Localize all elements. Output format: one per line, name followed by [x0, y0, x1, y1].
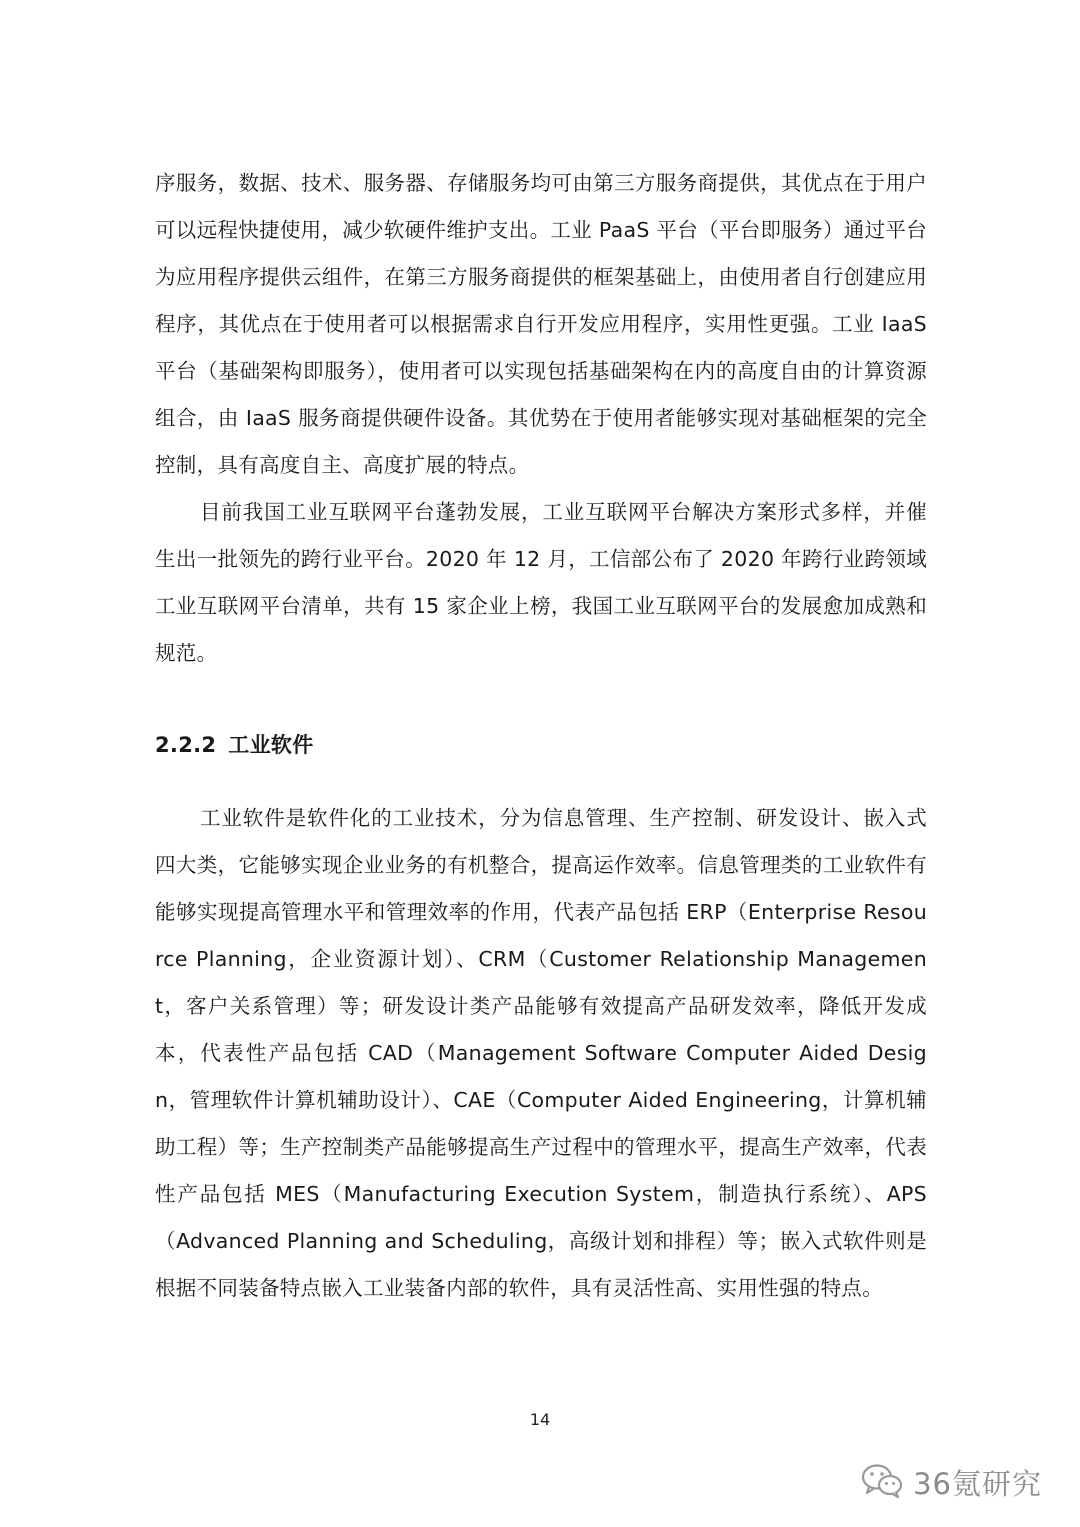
paragraph-platform-types: 序服务，数据、技术、服务器、存储服务均可由第三方服务商提供，其优点在于用户可以远程快捷使用，减少软硬件维护支出。工业 PaaS 平台（平台即服务）通过平台为应用程序提供云组件，在第三方服务商提供的框架基础上，由使用者自行创建应用程序，其优点在于使用者可以根据需求自行开发应用程序，实用性更强。工业 IaaS 平台（基础架构即服务），使用者可以实现包括基础架构在内的高度自由的计算资源组合，由 IaaS 服务商提供硬件设备。其优势在于使用者能够实现对基础框架的完全控制，具有高度自主、高度扩展的特点。	[155, 171, 927, 477]
paragraph-platform-development: 目前我国工业互联网平台蓬勃发展，工业互联网平台解决方案形式多样，并催生出一批领先的跨行业平台。2020 年 12 月，工信部公布了 2020 年跨行业跨领域工业互联网平台清单，共有 15 家企业上榜，我国工业互联网平台的发展愈加成熟和规范。	[155, 500, 927, 665]
paragraph-industrial-software: 工业软件是软件化的工业技术，分为信息管理、生产控制、研发设计、嵌入式四大类，它能够实现企业业务的有机整合，提高运作效率。信息管理类的工业软件有能够实现提高管理水平和管理效率的作用，代表产品包括 ERP（Enterprise Resource Planning，企业资源计划）、CRM（Customer Relationship Management，客户关系管理）等；研发设计类产品能够有效提高产品研发效率，降低开发成本，代表性产品包括 CAD（Management Software Computer Aided Design，管理软件计算机辅助设计）、CAE（Computer Aided Engineering，计算机辅助工程）等；生产控制类产品能够提高生产过程中的管理水平，提高生产效率，代表性产品包括 MES（Manufacturing Execution System，制造执行系统）、APS（Advanced Planning and Scheduling，高级计划和排程）等；嵌入式软件则是根据不同装备特点嵌入工业装备内部的软件，具有灵活性高、实用性强的特点。	[155, 806, 927, 1300]
page-number: 14	[529, 1410, 551, 1429]
section-title: 工业软件	[228, 733, 314, 757]
page-content	[155, 160, 927, 1312]
section-heading	[155, 705, 927, 785]
section-number: 2.2.2	[155, 733, 217, 757]
wechat-icon	[861, 1463, 903, 1503]
watermark-text: 36氪研究	[913, 1467, 1042, 1501]
watermark	[861, 1462, 1042, 1503]
